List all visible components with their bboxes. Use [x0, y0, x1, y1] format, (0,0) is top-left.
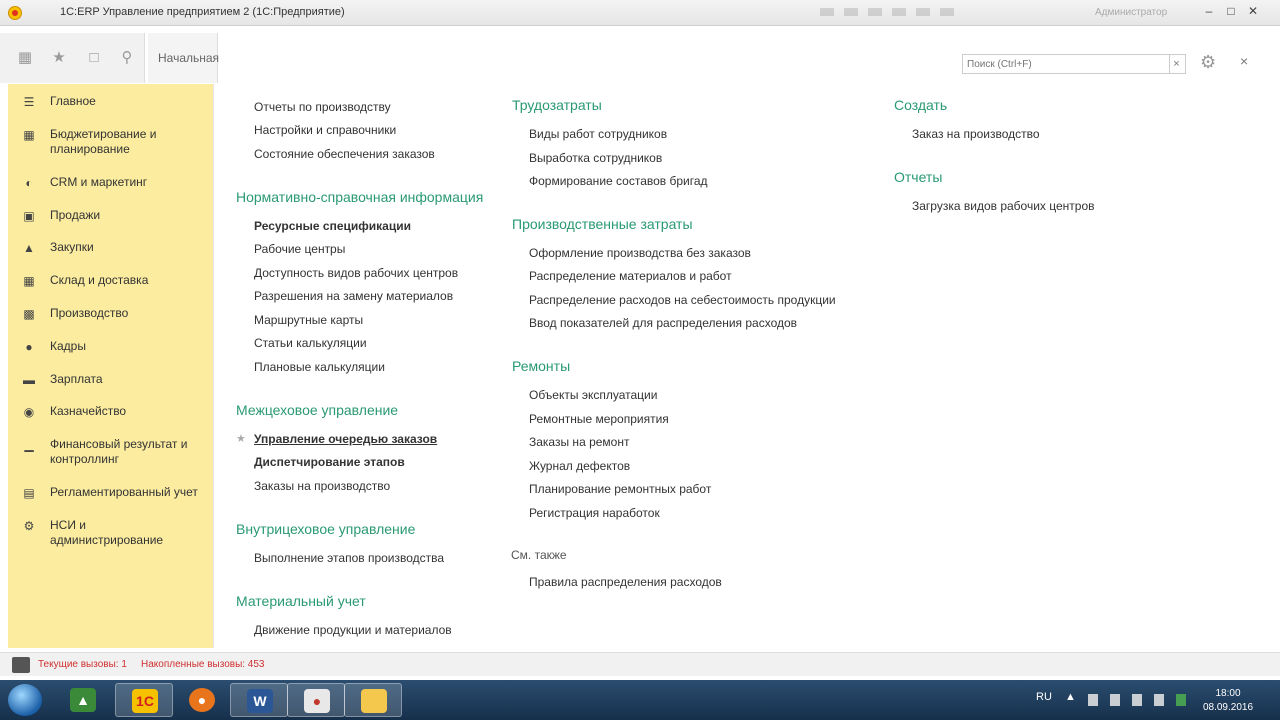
sidebar-item-label: Финансовый результат и контроллинг: [50, 437, 188, 466]
status-bar: [0, 652, 1280, 676]
main-panel: [213, 84, 1270, 648]
titlebar-icons: [820, 8, 1030, 18]
section-title-repairs: Ремонты: [512, 358, 571, 374]
network-icon[interactable]: [1110, 694, 1120, 706]
cart-icon: ▲: [23, 241, 35, 255]
taskbar-app-word[interactable]: [230, 683, 288, 717]
link-stage-dispatching[interactable]: Диспетчирование этапов: [254, 455, 405, 469]
section-title-create: Создать: [894, 97, 948, 113]
clock-date: 08.09.2016: [1202, 702, 1254, 713]
search-icon[interactable]: ⚲: [121, 49, 133, 66]
link-cost-distribution-rules[interactable]: Правила распределения расходов: [529, 575, 722, 589]
sidebar-item-budgeting[interactable]: [8, 127, 213, 157]
link-cost-items[interactable]: Статьи калькуляции: [254, 336, 367, 350]
link-production-reports[interactable]: Отчеты по производству: [254, 100, 391, 114]
section-title-labor: Трудозатраты: [512, 97, 602, 113]
link-defect-log[interactable]: Журнал дефектов: [529, 459, 631, 473]
user-name[interactable]: Администратор: [1095, 7, 1168, 18]
sidebar-item-crm[interactable]: [8, 175, 213, 190]
link-production-without-orders[interactable]: Оформление производства без заказов: [529, 246, 751, 260]
coin-icon: ◉: [23, 405, 35, 419]
current-calls[interactable]: Текущие вызовы: 1: [38, 659, 127, 670]
link-runtime-registration[interactable]: Регистрация наработок: [529, 506, 660, 520]
maximize-icon[interactable]: □: [1227, 4, 1235, 18]
link-order-supply-state[interactable]: Состояние обеспечения заказов: [254, 147, 435, 161]
link-repair-planning[interactable]: Планирование ремонтных работ: [529, 482, 712, 496]
taskbar-app-1c[interactable]: [115, 683, 173, 717]
start-button[interactable]: [8, 684, 42, 716]
section-title-reports: Отчеты: [894, 169, 943, 185]
warehouse-icon: ▦: [23, 274, 35, 288]
link-repair-orders[interactable]: Заказы на ремонт: [529, 435, 630, 449]
briefcase-icon: ▣: [23, 209, 35, 223]
accumulated-calls[interactable]: Накопленные вызовы: 453: [141, 659, 265, 670]
crm-icon: ◐: [25, 176, 33, 190]
link-order-queue[interactable]: Управление очередью заказов: [254, 432, 438, 446]
link-planned-costing[interactable]: Плановые калькуляции: [254, 360, 385, 374]
link-material-distribution[interactable]: Распределение материалов и работ: [529, 269, 732, 283]
language-indicator[interactable]: RU: [1036, 691, 1052, 703]
sidebar-item-label: Бюджетирование и планирование: [50, 127, 157, 156]
sidebar-item-label: НСИ и администрирование: [50, 518, 164, 547]
link-material-movement[interactable]: Движение продукции и материалов: [254, 623, 452, 637]
salary-icon: ▬: [23, 373, 35, 387]
tray-expand-icon[interactable]: ▲: [1065, 691, 1076, 703]
paint-icon: ●: [304, 689, 330, 713]
section-title-material: Материальный учет: [236, 593, 366, 609]
tray-app-icon[interactable]: [1176, 694, 1186, 706]
link-create-production-order[interactable]: Заказ на производство: [912, 127, 1040, 141]
section-title-nsi: Нормативно-справочная информация: [236, 189, 484, 205]
link-team-composition[interactable]: Формирование составов бригад: [529, 174, 708, 188]
search-field[interactable]: [962, 54, 1170, 74]
window-close-icon[interactable]: ✕: [1247, 4, 1259, 18]
link-work-centers[interactable]: Рабочие центры: [254, 242, 346, 256]
sidebar-item-treasury[interactable]: [8, 404, 213, 419]
sidebar-item-main[interactable]: [8, 94, 213, 109]
sidebar-item-warehouse[interactable]: [8, 273, 213, 288]
taskbar-app-explorer[interactable]: [54, 683, 112, 717]
link-repair-activities[interactable]: Ремонтные мероприятия: [529, 412, 669, 426]
title-bar: [0, 0, 1280, 26]
link-employee-output[interactable]: Выработка сотрудников: [529, 151, 663, 165]
link-work-types[interactable]: Виды работ сотрудников: [529, 127, 668, 141]
link-resource-specs[interactable]: Ресурсные спецификации: [254, 219, 411, 233]
sidebar-item-label: Кадры: [50, 339, 86, 353]
sidebar-item-regulated[interactable]: [8, 485, 213, 500]
link-stage-execution[interactable]: Выполнение этапов производства: [254, 551, 445, 565]
sidebar-item-finance[interactable]: [8, 437, 213, 467]
sidebar-item-production[interactable]: [8, 306, 213, 321]
book-icon: ▤: [23, 486, 35, 500]
word-icon: W: [247, 689, 273, 713]
favorite-star-icon[interactable]: ★: [236, 433, 246, 445]
window-title: 1С:ERP Управление предприятием 2 (1С:Предприятие): [60, 6, 345, 18]
taskbar-app-firefox[interactable]: [173, 683, 231, 717]
flag-icon[interactable]: [1088, 694, 1098, 706]
minimize-icon[interactable]: –: [1205, 4, 1213, 18]
toolbar-left: [0, 33, 145, 83]
sidebar-item-admin[interactable]: [8, 518, 213, 548]
clock[interactable]: [1198, 687, 1258, 715]
gear-icon: ⚙: [23, 519, 35, 533]
link-operation-objects[interactable]: Объекты эксплуатации: [529, 388, 658, 402]
close-panel-button[interactable]: ×: [1240, 53, 1249, 69]
link-work-center-load[interactable]: Загрузка видов рабочих центров: [912, 199, 1095, 213]
sidebar-item-label: Склад и доставка: [50, 273, 149, 287]
link-route-cards[interactable]: Маршрутные карты: [254, 313, 364, 327]
tab-home-label: Начальная: [158, 51, 220, 65]
sidebar-item-label: Регламентированный учет: [50, 485, 198, 499]
sidebar-item-label: Казначейство: [50, 404, 127, 418]
volume-icon[interactable]: [1132, 694, 1142, 706]
factory-icon: ▩: [23, 307, 35, 321]
grid-menu-icon[interactable]: ▦: [17, 49, 33, 66]
search-input[interactable]: [963, 55, 1169, 73]
sidebar-item-label: CRM и маркетинг: [50, 175, 148, 189]
history-icon[interactable]: □: [89, 49, 99, 66]
link-work-center-availability[interactable]: Доступность видов рабочих центров: [254, 266, 459, 280]
sidebar-item-hr[interactable]: [8, 339, 213, 354]
performance-icon[interactable]: [12, 657, 30, 673]
budget-icon: ▦: [23, 128, 35, 142]
search-clear-button[interactable]: ×: [1168, 54, 1186, 74]
sidebar-item-label: Производство: [50, 306, 129, 320]
link-production-orders[interactable]: Заказы на производство: [254, 479, 391, 493]
link-settings-directories[interactable]: Настройки и справочники: [254, 123, 397, 137]
taskbar-app-folder[interactable]: [344, 683, 402, 717]
chart-icon: ▁: [24, 438, 34, 452]
sidebar-item-label: Продажи: [50, 208, 101, 222]
taskbar-app-paint[interactable]: [287, 683, 345, 717]
settings-gear-icon[interactable]: ⚙: [1200, 52, 1217, 72]
person-icon: ●: [25, 340, 33, 354]
sidebar-item-label: Зарплата: [50, 372, 103, 386]
tab-home[interactable]: [148, 33, 218, 83]
sidebar-item-purchases[interactable]: [8, 240, 213, 255]
folder-icon: [361, 689, 387, 713]
menu-icon: ☰: [23, 95, 35, 109]
sidebar-item-label: Закупки: [50, 240, 94, 254]
clock-time: 18:00: [1215, 688, 1241, 699]
star-icon[interactable]: ★: [52, 49, 66, 66]
sidebar-item-salary[interactable]: [8, 372, 213, 387]
link-cost-allocation[interactable]: Распределение расходов на себестоимость продукции: [529, 293, 836, 307]
taskbar: [0, 680, 1280, 720]
sidebar: [8, 84, 213, 648]
tree-icon: ▲: [70, 688, 96, 712]
1c-icon: 1C: [132, 689, 158, 713]
sidebar-item-label: Главное: [50, 94, 96, 108]
battery-icon[interactable]: [1154, 694, 1164, 706]
section-title-costs: Производственные затраты: [512, 216, 693, 232]
link-allocation-indicators[interactable]: Ввод показателей для распределения расходов: [529, 316, 798, 330]
app-logo-icon: [8, 6, 22, 20]
firefox-icon: ●: [189, 688, 215, 712]
link-material-replacement[interactable]: Разрешения на замену материалов: [254, 289, 454, 303]
section-title-intradept: Внутрицеховое управление: [236, 521, 416, 537]
section-title-interdept: Межцеховое управление: [236, 402, 399, 418]
sidebar-item-sales[interactable]: [8, 208, 213, 223]
section-title-see-also: См. также: [511, 548, 567, 562]
